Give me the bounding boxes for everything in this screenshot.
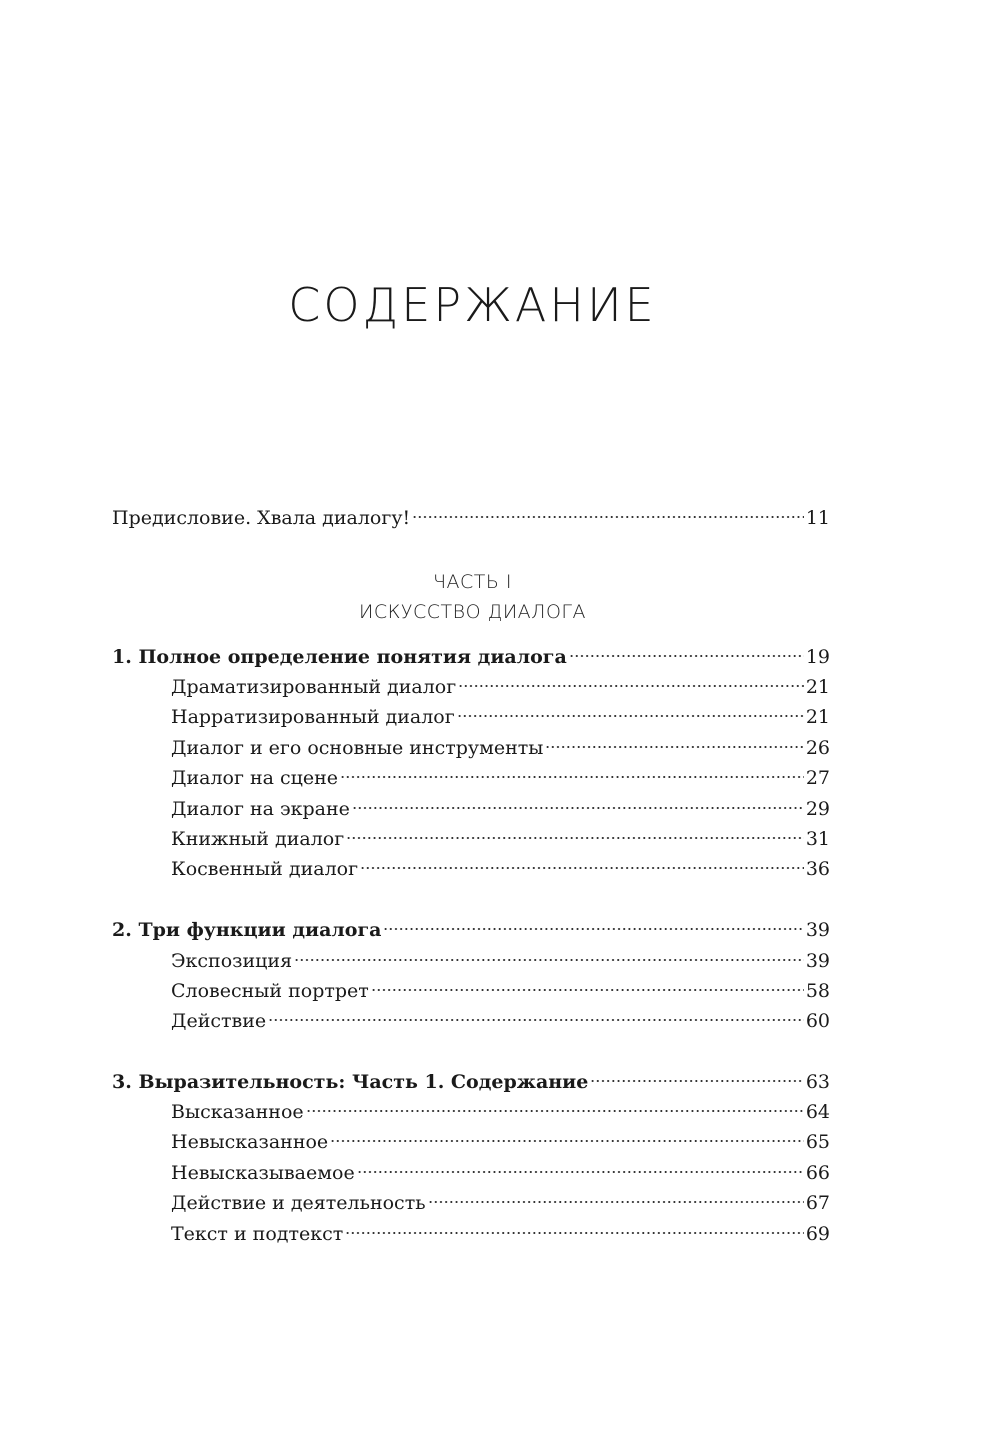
toc-section-label: Диалог и его основные инструменты (171, 737, 544, 759)
toc-section-label: Книжный диалог (171, 828, 345, 850)
toc-section (171, 1188, 830, 1218)
dot-leader (294, 957, 804, 963)
dot-leader (371, 987, 804, 993)
toc-section-page: 64 (805, 1101, 830, 1123)
toc-section-label: Диалог на сцене (171, 767, 338, 789)
toc-section (171, 854, 830, 884)
toc-section (171, 824, 830, 854)
toc-section-page: 58 (805, 980, 830, 1002)
toc-section (171, 672, 830, 702)
toc-section (171, 1127, 830, 1157)
toc-section (171, 794, 830, 824)
toc-section-page: 29 (805, 798, 830, 820)
toc-section-page: 21 (805, 676, 830, 698)
toc-section (171, 702, 830, 732)
dot-leader (383, 926, 803, 932)
toc-chapter-3 (112, 1067, 830, 1097)
toc-section (171, 763, 830, 793)
toc-section-page: 31 (805, 828, 830, 850)
toc-entry-preface (112, 503, 830, 533)
dot-leader (306, 1108, 804, 1114)
part-number: ЧАСТЬ I (432, 571, 513, 593)
dot-leader (569, 653, 804, 659)
toc-section-label: Действие и деятельность (171, 1192, 426, 1214)
dot-leader (457, 713, 804, 719)
toc-chapter-page: 19 (805, 646, 830, 668)
toc-section-page: 26 (805, 737, 830, 759)
toc-section-label: Словесный портрет (171, 980, 369, 1002)
page-title: СОДЕРЖАНИЕ (288, 278, 657, 332)
toc-chapter-page: 39 (805, 919, 830, 941)
toc-section-page: 65 (805, 1131, 830, 1153)
toc-section (171, 976, 830, 1006)
dot-leader (428, 1199, 804, 1205)
toc-chapter-2 (112, 915, 830, 945)
toc-section (171, 946, 830, 976)
toc-section (171, 1006, 830, 1036)
toc-section-label: Нарратизированный диалог (171, 706, 455, 728)
dot-leader (352, 805, 804, 811)
toc-entry-label: Предисловие. Хвала диалогу! (112, 507, 411, 529)
dot-leader (340, 774, 804, 780)
toc-section-label: Действие (171, 1010, 267, 1032)
toc-chapter-1 (112, 642, 830, 672)
toc-section-label: Высказанное (171, 1101, 304, 1123)
toc-section-page: 36 (805, 858, 830, 880)
toc-section-page: 66 (805, 1162, 830, 1184)
toc-section-page: 39 (805, 950, 830, 972)
toc-chapter-page: 63 (805, 1071, 830, 1093)
part-name: ИСКУССТВО ДИАЛОГА (359, 601, 586, 623)
dot-leader (346, 835, 804, 841)
dot-leader (345, 1230, 804, 1236)
toc-chapter-label: 2. Три функции диалога (112, 919, 382, 941)
toc-section-page: 21 (805, 706, 830, 728)
toc-section (171, 1158, 830, 1188)
toc-section (171, 1097, 830, 1127)
toc-section-page: 27 (805, 767, 830, 789)
toc-section-label: Невысказываемое (171, 1162, 355, 1184)
dot-leader (412, 514, 804, 520)
toc-section-label: Текст и подтекст (171, 1223, 344, 1245)
toc-section (171, 1219, 830, 1249)
toc-chapter-label: 1. Полное определение понятия диалога (112, 646, 567, 668)
toc-chapter-label: 3. Выразительность: Часть 1. Содержание (112, 1071, 589, 1093)
toc-section-label: Косвенный диалог (171, 858, 359, 880)
dot-leader (357, 1169, 804, 1175)
toc-section (171, 733, 830, 763)
dot-leader (545, 744, 803, 750)
dot-leader (360, 865, 804, 871)
toc-entry-page: 11 (805, 507, 830, 529)
dot-leader (590, 1078, 803, 1084)
toc-section-label: Драматизированный диалог (171, 676, 457, 698)
toc-section-label: Диалог на экране (171, 798, 350, 820)
toc-section-label: Невысказанное (171, 1131, 329, 1153)
dot-leader (458, 683, 804, 689)
toc-section-page: 67 (805, 1192, 830, 1214)
dot-leader (268, 1017, 804, 1023)
toc-section-page: 60 (805, 1010, 830, 1032)
toc-section-page: 69 (805, 1223, 830, 1245)
toc-section-label: Экспозиция (171, 950, 293, 972)
dot-leader (330, 1138, 804, 1144)
